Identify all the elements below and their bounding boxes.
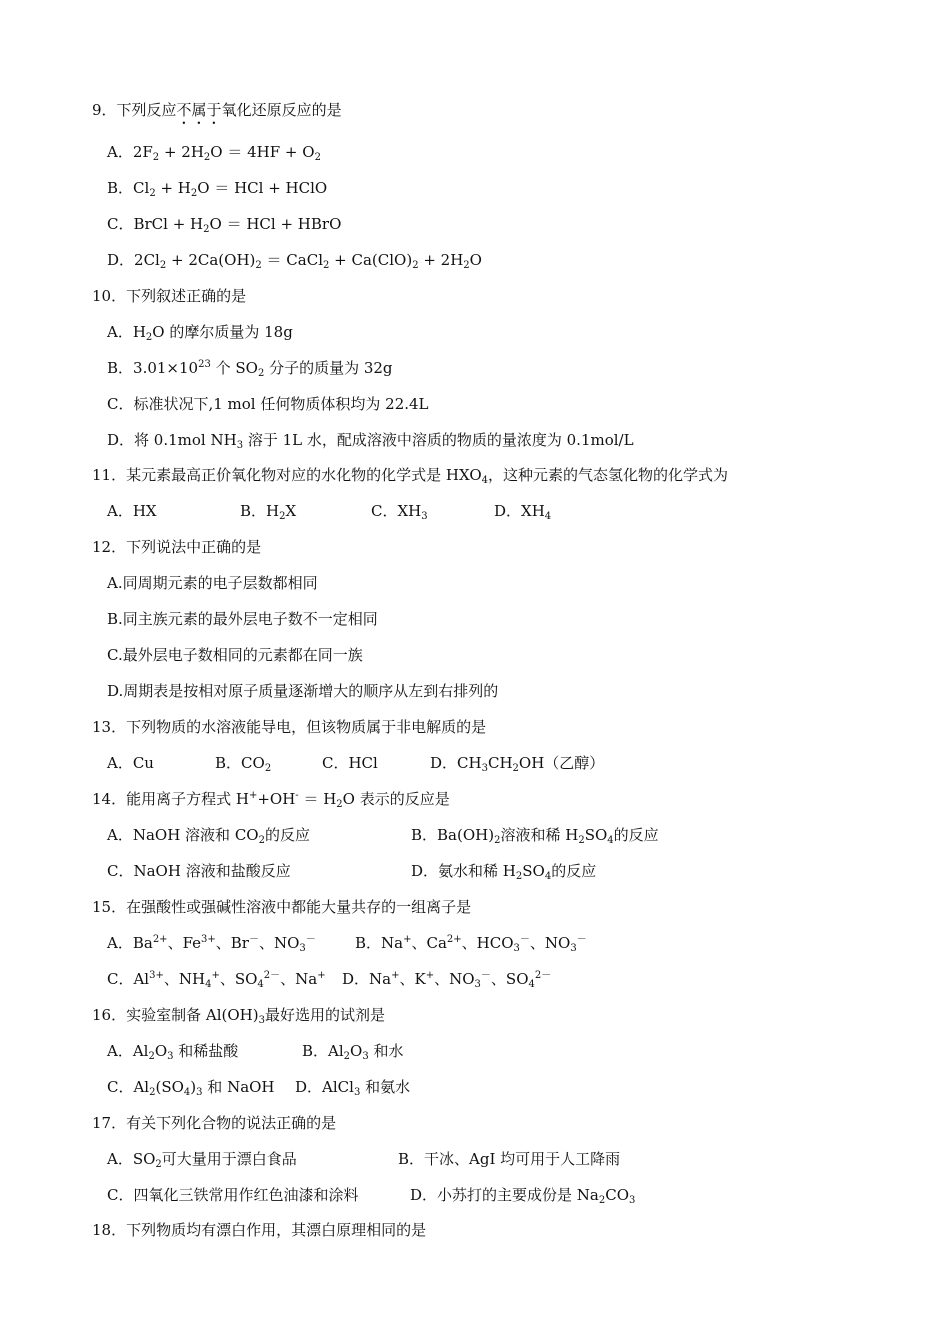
question-13: 13．下列物质的水溶液能导电，但该物质属于非电解质的是 <box>92 718 487 736</box>
q12-option-d: D.周期表是按相对原子质量逐渐增大的顺序从左到右排列的 <box>107 682 499 700</box>
q15-option-a: A．$Ba^{2+}$、$Fe^{3+}$、Br－、$NO_3^-$ <box>107 934 316 954</box>
q16-option-b: B．$Al_2O_3$ 和水 <box>302 1042 404 1062</box>
q15-option-d: D．Na+、K+、$NO_3^-$、$SO_4^{2-}$ <box>342 970 552 990</box>
q10-option-b: B．$3.01\times 10^{23}$ 个 $SO_2$ 分子的质量为 32g <box>107 359 393 379</box>
q16-option-c: C．$Al_2(SO_4)_3$ 和 NaOH <box>107 1078 275 1098</box>
q11-option-a: A．HX <box>107 502 157 520</box>
question-11: 11．某元素最高正价氧化物对应的水化物的化学式是 $HXO_4$，这种元素的气态氢化物的化学式为 <box>92 466 729 486</box>
question-16: 16．实验室制备 $Al(OH)_3$最好选用的试剂是 <box>92 1006 385 1026</box>
q12-option-c: C.最外层电子数相同的元素都在同一族 <box>107 646 363 664</box>
q11-option-d: D．$XH_4$ <box>494 502 552 522</box>
q17-option-c: C．四氧化三铁常用作红色油漆和涂料 <box>107 1186 359 1204</box>
q13-option-d: D．$CH_3CH_2OH$（乙醇） <box>430 754 605 774</box>
q12-option-b: B.同主族元素的最外层电子数不一定相同 <box>107 610 378 628</box>
q17-option-a: A．$SO_2$可大量用于漂白食品 <box>107 1150 297 1170</box>
question-17: 17．有关下列化合物的说法正确的是 <box>92 1114 337 1132</box>
q10-option-d: D．将 0.1mol $NH_3$ 溶于 1L 水，配成溶液中溶质的物质的量浓度为 0.1mol/L <box>107 431 634 451</box>
q10-option-a: A．$H_2O$ 的摩尔质量为 18g <box>107 323 293 343</box>
q14-option-d: D．氨水和稀 $H_2SO_4$的反应 <box>411 862 597 882</box>
q15-option-b: B．Na+、$Ca^{2+}$、$HCO_3^-$、$NO_3^-$ <box>355 934 587 954</box>
question-9: 9．下列反应不属于氧化还原反应的是 <box>92 101 342 119</box>
q13-option-a: A．Cu <box>107 754 154 772</box>
q16-option-d: D．AlCl$_3$ 和氨水 <box>295 1078 411 1098</box>
q13-option-c: C．HCl <box>322 754 378 772</box>
q17-option-d: D．小苏打的主要成份是 $Na_2CO_3$ <box>410 1186 636 1206</box>
q15-option-c: C．$Al^{3+}$、$NH_4^+$、$SO_4^{2-}$、Na+ <box>107 970 326 990</box>
q10-option-c: C．标准状况下,1 mol 任何物质体积均为 22.4L <box>107 395 429 413</box>
q14-option-c: C．NaOH 溶液和盐酸反应 <box>107 862 291 880</box>
q17-option-b: B．干冰、AgI 均可用于人工降雨 <box>398 1150 621 1168</box>
question-10: 10．下列叙述正确的是 <box>92 287 247 305</box>
question-14: 14．能用离子方程式 $H^++OH^- = H_2O$ 表示的反应是 <box>92 790 450 810</box>
q9-option-d: D．$2Cl_2 + 2Ca(OH)_2$ ＝ CaCl$_2$ + $Ca(ClO)_2 + 2H_2O$ <box>107 251 482 271</box>
q13-option-b: B．$CO_2$ <box>215 754 272 774</box>
question-12: 12．下列说法中正确的是 <box>92 538 262 556</box>
q16-option-a: A．$Al_2O_3$ 和稀盐酸 <box>107 1042 239 1062</box>
q9-option-a: A．$2F_2 + 2H_2O = 4HF + O_2$ <box>107 143 321 163</box>
q14-option-a: A．NaOH 溶液和 $CO_2$的反应 <box>107 826 310 846</box>
q12-option-a: A.同周期元素的电子层数都相同 <box>107 574 318 592</box>
question-15: 15．在强酸性或强碱性溶液中都能大量共存的一组离子是 <box>92 898 472 916</box>
q9-option-b: B．$Cl_2 + H_2O$ ＝ HCl + HClO <box>107 179 328 199</box>
q11-option-b: B．$H_2X$ <box>240 502 297 522</box>
q11-option-c: C．$XH_3$ <box>371 502 428 522</box>
q9-option-c: C．BrCl + $H_2O$ ＝ HCl + HBrO <box>107 215 342 235</box>
emphasis-text: 不属于 <box>176 101 222 119</box>
q14-option-b: B．$Ba(OH)_2$溶液和稀 $H_2SO_4$的反应 <box>411 826 659 846</box>
question-18: 18．下列物质均有漂白作用，其漂白原理相同的是 <box>92 1221 427 1239</box>
